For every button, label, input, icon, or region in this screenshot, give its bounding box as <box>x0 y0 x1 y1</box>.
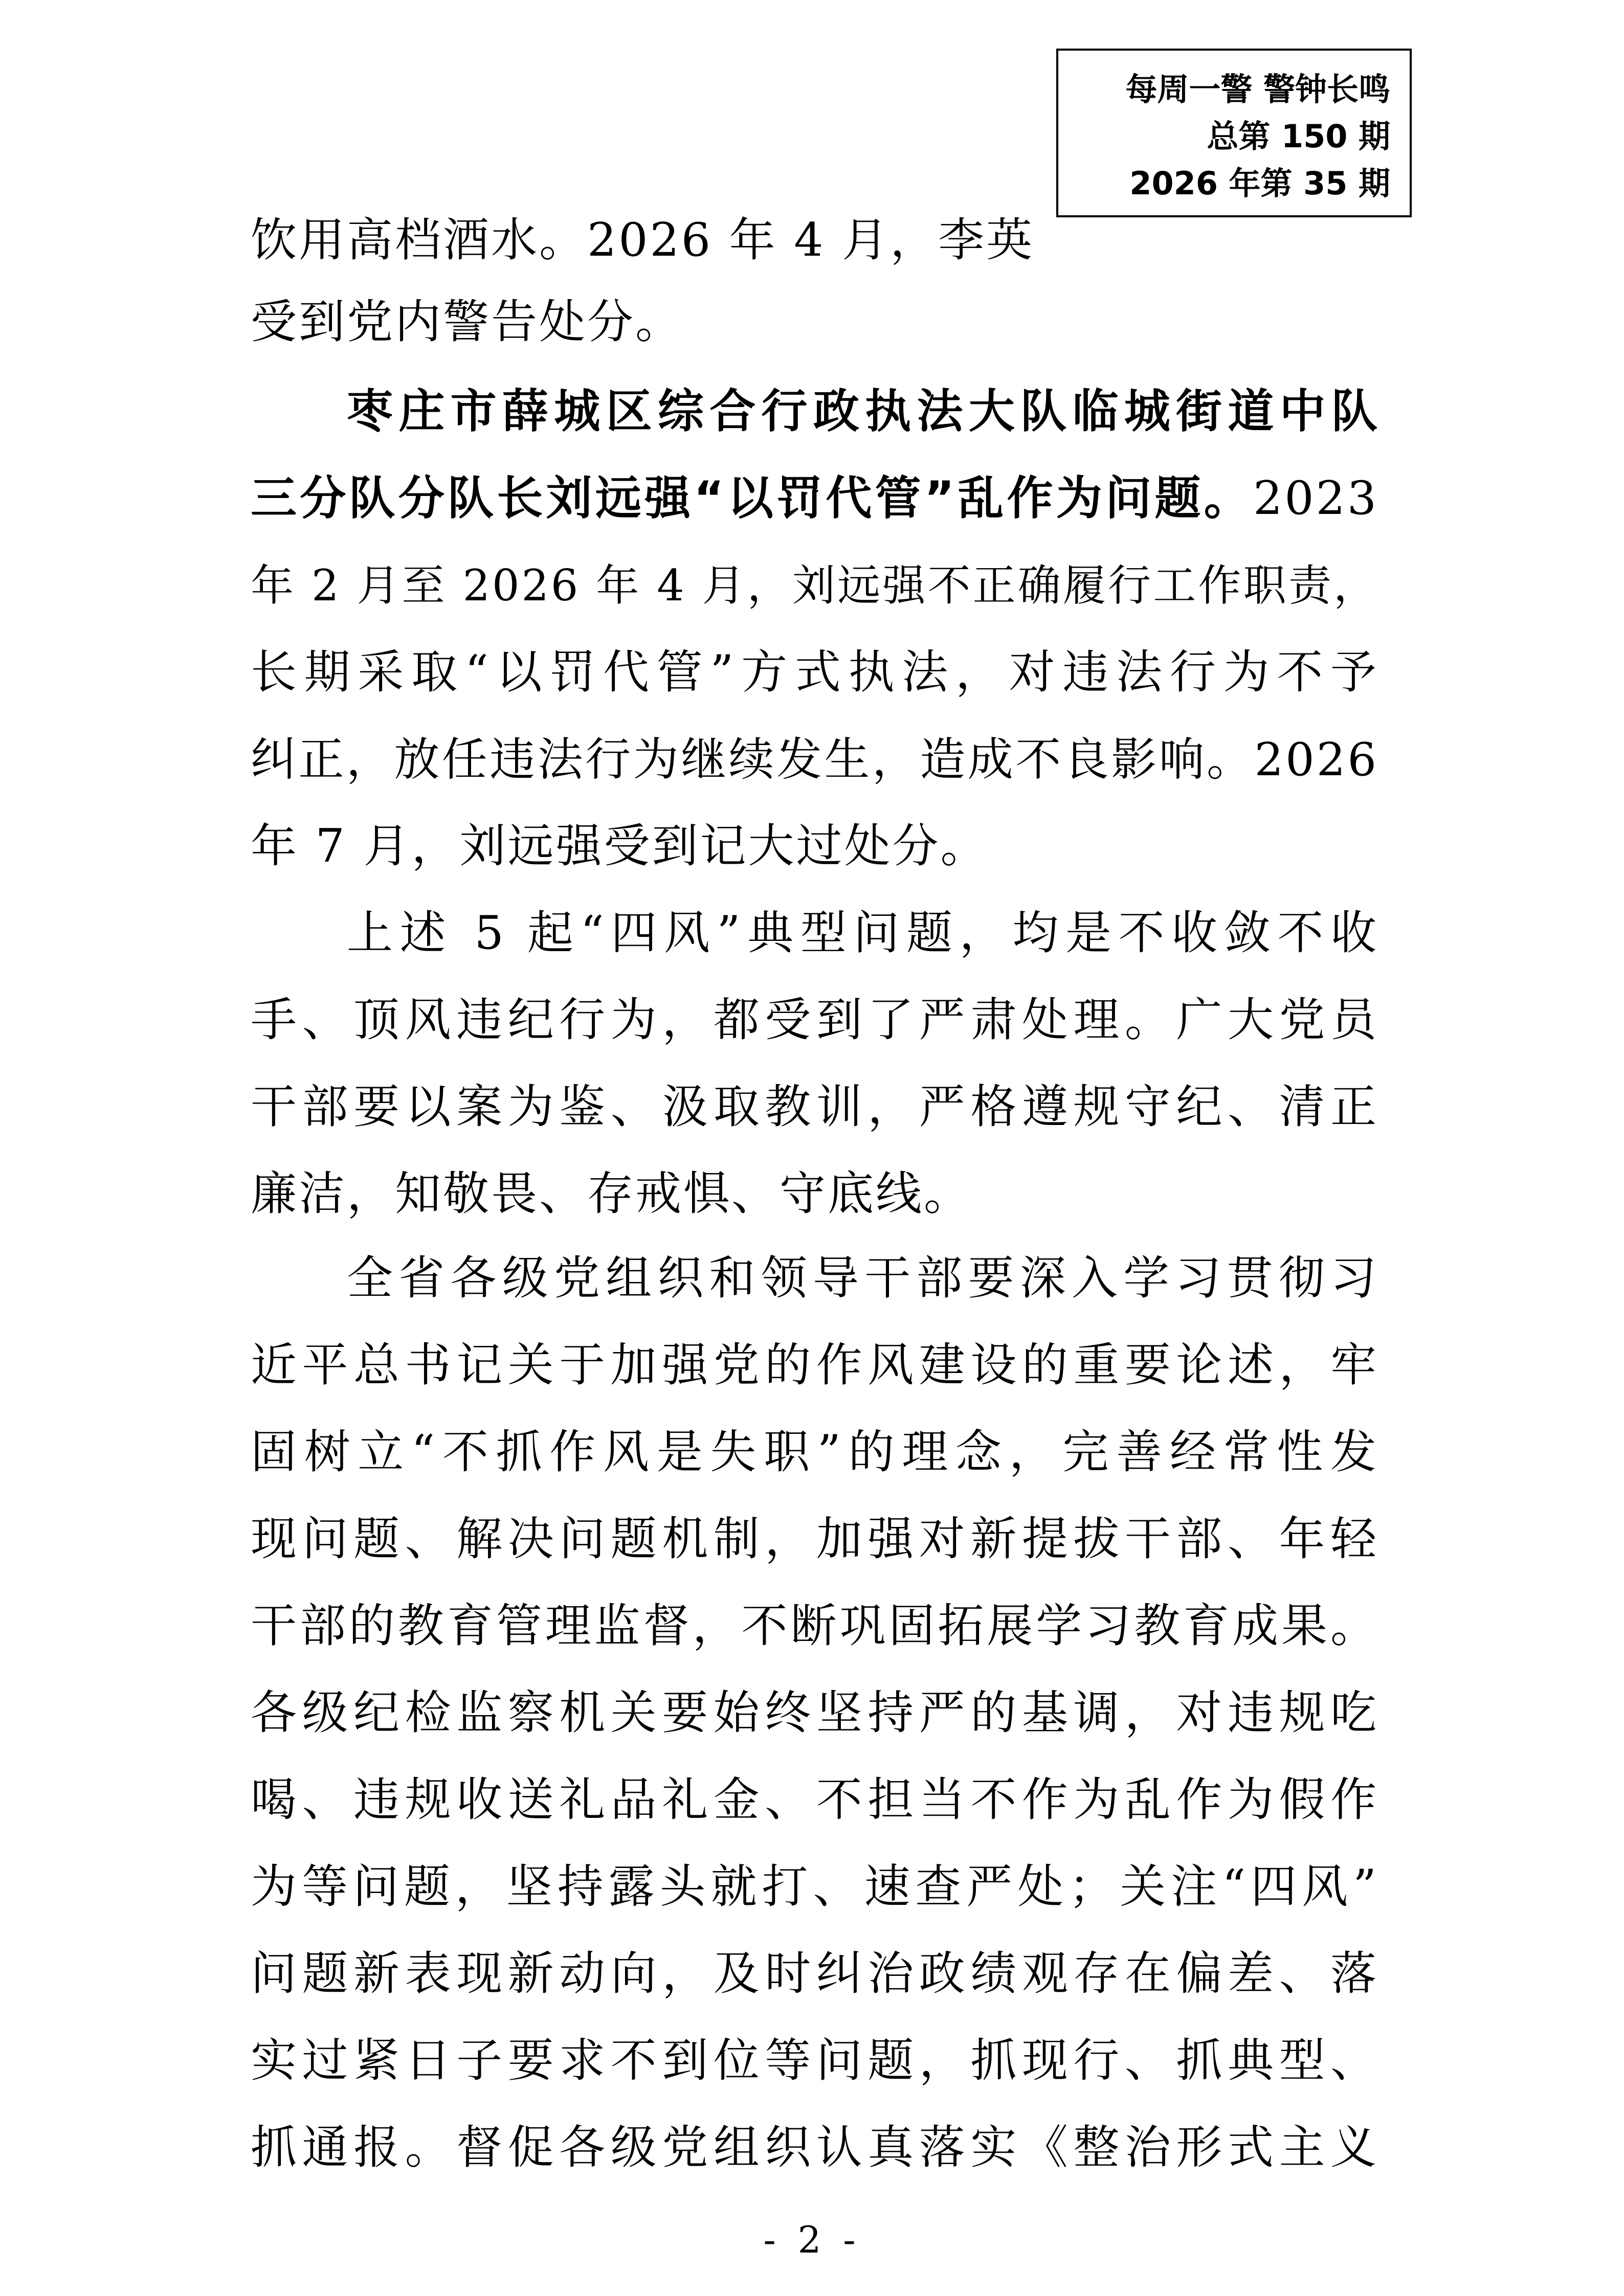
page-number: - 2 - <box>763 2218 861 2261</box>
text-line: 年 2 月至 2026 年 4 月，刘远强不正确履行工作职责， <box>251 560 1378 611</box>
header-year-issue: 2026 年第 35 期 <box>1129 165 1390 202</box>
text-line: 抓通报。督促各级党组织认真落实《整治形式主义 <box>251 2121 1378 2174</box>
text-line: 问题新表现新动向，及时纠治政绩观存在偏差、落 <box>251 1947 1378 2000</box>
text-line <box>251 468 1378 529</box>
text-line: 固树立“不抓作风是失职”的理念，完善经常性发 <box>251 1425 1378 1479</box>
text-fragment: 2023 <box>1253 471 1378 525</box>
case-heading-line: 三分队分队长刘远强“以罚代管”乱作为问题。 <box>251 471 1253 525</box>
text-line: 喝、违规收送礼品礼金、不担当不作为乱作为假作 <box>251 1773 1378 1827</box>
text-line: 为等问题，坚持露头就打、速查严处；关注“四风” <box>251 1860 1378 1914</box>
text-line: 各级纪检监察机关要始终坚持严的基调，对违规吃 <box>251 1686 1378 1740</box>
text-line: 近平总书记关于加强党的作风建设的重要论述，牢 <box>251 1338 1378 1392</box>
text-line: 廉洁，知敬畏、存戒惧、守底线。 <box>251 1167 972 1221</box>
issue-header-box <box>1056 49 1412 217</box>
text-line: 干部要以案为鉴、汲取教训，严格遵规守纪、清正 <box>251 1080 1378 1134</box>
text-line: 干部的教育管理监督，不断巩固拓展学习教育成果。 <box>251 1599 1378 1653</box>
text-line: 全省各级党组织和领导干部要深入学习贯彻习 <box>347 1251 1378 1305</box>
text-line: 现问题、解决问题机制，加强对新提拔干部、年轻 <box>251 1512 1378 1566</box>
text-line: 手、顶风违纪行为，都受到了严肃处理。广大党员 <box>251 993 1378 1047</box>
text-line: 饮用高档酒水。2026 年 4 月，李英 <box>251 213 1035 267</box>
text-line: 长期采取“以罚代管”方式执法，对违法行为不予 <box>251 645 1378 699</box>
text-line: 受到党内警告处分。 <box>251 295 683 349</box>
header-slogan: 每周一警 警钟长鸣 <box>1125 71 1390 108</box>
text-line: 上述 5 起“四风”典型问题，均是不收敛不收 <box>347 906 1378 960</box>
header-total-issue: 总第 150 期 <box>1207 118 1390 155</box>
text-line: 实过紧日子要求不到位等问题，抓现行、抓典型、 <box>251 2034 1378 2087</box>
text-line: 纠正，放任违法行为继续发生，造成不良影响。2026 <box>251 733 1378 786</box>
case-heading-line: 枣庄市薛城区综合行政执法大队临城街道中队 <box>347 385 1378 438</box>
text-line: 年 7 月，刘远强受到记大过处分。 <box>251 819 989 873</box>
